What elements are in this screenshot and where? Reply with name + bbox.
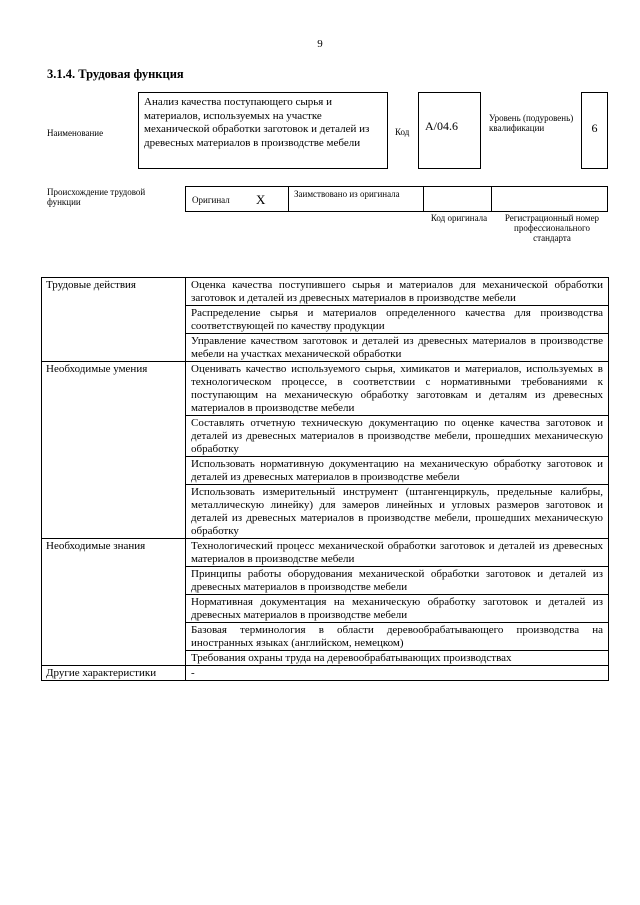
row-category: Необходимые умения xyxy=(42,362,186,539)
function-details-table xyxy=(41,277,609,681)
name-label: Наименование xyxy=(47,128,104,138)
code-label: Код xyxy=(395,127,410,137)
row-item: Использовать измерительный инструмент (штангенциркуль, предельные калибры, металлическую линейку) для замеров линейных и угловых размеров заготовок и деталей из древесных материалов в производстве мебели, прошедших механическую обработку xyxy=(186,485,609,539)
row-category: Трудовые действия xyxy=(42,278,186,362)
original-label: Оригинал xyxy=(192,195,230,205)
row-item: Технологический процесс механической обработки заготовок и деталей из древесных материалов в производстве мебели xyxy=(186,539,609,567)
level-label: Уровень (подуровень) квалификации xyxy=(489,113,574,133)
row-item: - xyxy=(186,666,609,681)
table-row xyxy=(42,362,609,416)
row-category: Необходимые знания xyxy=(42,539,186,666)
row-item: Требования охраны труда на деревообрабатывающих производствах xyxy=(186,651,609,666)
table-row xyxy=(42,539,609,567)
origin-label: Происхождение трудовой функции xyxy=(47,187,146,207)
row-item: Использовать нормативную документацию на механическую обработку заготовок и деталей из древесных материалов в производстве мебели xyxy=(186,457,609,485)
row-item: Базовая терминология в области деревообрабатывающего производства на иностранных языках (английском, немецком) xyxy=(186,623,609,651)
original-code-caption: Код оригинала xyxy=(430,213,488,223)
table-row xyxy=(42,278,609,306)
row-item: Распределение сырья и материалов определенного качества для производства соответствующей по качеству продукции xyxy=(186,306,609,334)
row-item: Принципы работы оборудования механической обработки заготовок и деталей из древесных материалов в производстве мебели xyxy=(186,567,609,595)
row-item: Управление качеством заготовок и деталей из древесных материалов в производстве мебели на участках механической обработки xyxy=(186,334,609,362)
row-item: Оценивать качество используемого сырья, химикатов и материалов, используемых в технологическом процессе, в соответствии с нормативными требованиями к поступающим на механическую обработку заготовкам и деталям из древесных материалов в производстве мебели xyxy=(186,362,609,416)
original-cell xyxy=(186,187,289,211)
borrowed-label: Заимствовано из оригинала xyxy=(294,189,400,199)
reg-number-caption: Регистрационный номер профессионального стандарта xyxy=(504,213,600,243)
page-number: 9 xyxy=(317,38,323,50)
row-item: Составлять отчетную техническую документацию по оценке качества заготовок и деталей из древесных материалов в производстве мебели, прошедших механическую обработку xyxy=(186,416,609,457)
table-row xyxy=(42,666,609,681)
level-value: 6 xyxy=(581,92,608,169)
row-item: Оценка качества поступившего сырья и материалов для механической обработки заготовок и деталей из древесных материалов в производстве мебели xyxy=(186,278,609,306)
origin-row xyxy=(185,186,608,212)
borrowed-cell xyxy=(289,187,424,211)
function-name: Анализ качества поступающего сырья и материалов, используемых на участке механической обработки заготовок и деталей из древесных материалов в производстве мебели xyxy=(138,92,388,169)
code-value: A/04.6 xyxy=(418,92,481,169)
section-title: 3.1.4. Трудовая функция xyxy=(47,67,184,81)
row-category: Другие характеристики xyxy=(42,666,186,681)
original-code-cell xyxy=(424,187,492,211)
row-item: Нормативная документация на механическую обработку заготовок и деталей из древесных материалов в производстве мебели xyxy=(186,595,609,623)
reg-number-cell xyxy=(492,187,609,211)
original-mark: X xyxy=(256,192,266,207)
